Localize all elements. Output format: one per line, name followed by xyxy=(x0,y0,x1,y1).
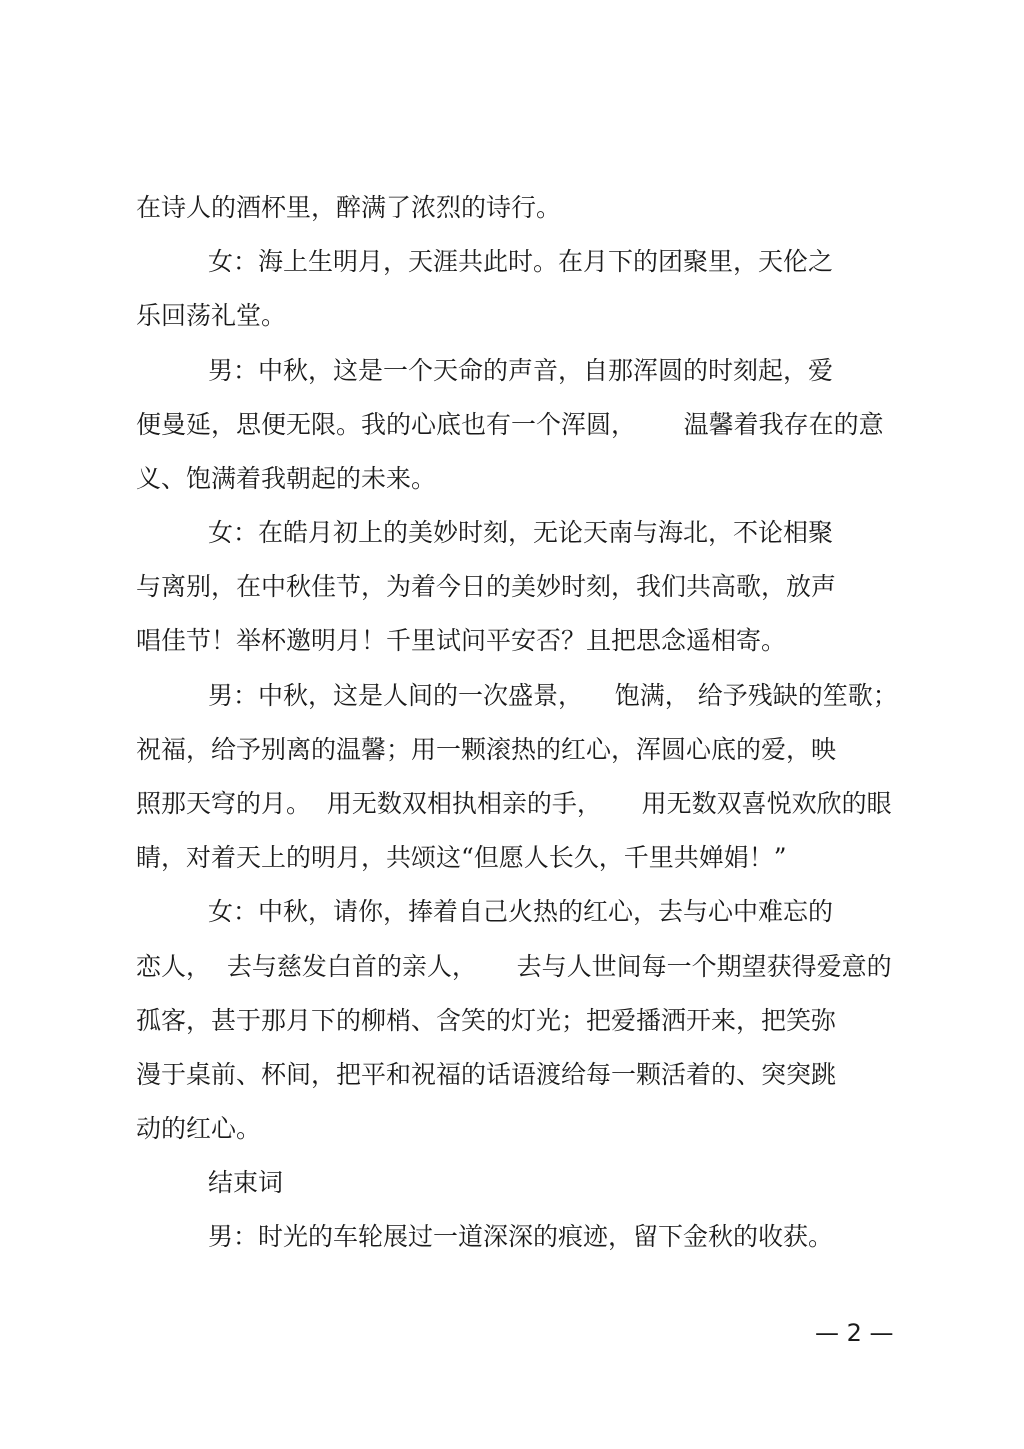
text-line: 孤客，甚于那月下的柳梢、含笑的灯光；把爱播洒开来，把笑弥 xyxy=(136,1006,837,1035)
text-line: 女：中秋，请你，捧着自己火热的红心，去与心中难忘的 xyxy=(208,897,834,926)
text-line: 乐回荡礼堂。 xyxy=(136,301,287,330)
page-number: — 2 — xyxy=(815,1319,894,1347)
text-line: 男：中秋，这是一个天命的声音，自那浑圆的时刻起，爱 xyxy=(208,356,834,385)
section-heading: 结束词 xyxy=(208,1168,284,1197)
text-line: 漫于桌前、杯间，把平和祝福的话语渡给每一颗活着的、突突跳 xyxy=(136,1060,837,1089)
text-line: 祝福，给予别离的温馨；用一颗滚热的红心，浑圆心底的爱，映 xyxy=(136,735,837,764)
text-line: 与离别，在中秋佳节，为着今日的美妙时刻，我们共高歌，放声 xyxy=(136,572,837,601)
text-line: 便曼延，思便无限。我的心底也有一个浑圆， 温馨着我存在的意 xyxy=(136,410,884,439)
text-line: 义、饱满着我朝起的未来。 xyxy=(136,464,437,493)
text-line: 动的红心。 xyxy=(136,1114,262,1143)
text-line: 男：中秋，这是人间的一次盛景， 饱满， 给予残缺的笙歌； xyxy=(208,681,898,710)
text-line: 女：在皓月初上的美妙时刻，无论天南与海北，不论相聚 xyxy=(208,518,834,547)
text-line: 在诗人的酒杯里，醉满了浓烈的诗行。 xyxy=(136,193,562,222)
text-line: 唱佳节！举杯邀明月！千里试问平安否？且把思念遥相寄。 xyxy=(136,626,787,655)
text-line: 照那天穹的月。 用无数双相执相亲的手， 用无数双喜悦欢欣的眼 xyxy=(136,789,892,818)
text-line: 男：时光的车轮展过一道深深的痕迹，留下金秋的收获。 xyxy=(208,1222,834,1251)
text-line: 女：海上生明月，天涯共此时。在月下的团聚里，天伦之 xyxy=(208,247,834,276)
text-line: 睛，对着天上的明月，共颂这“但愿人长久，千里共婵娟！” xyxy=(136,843,787,872)
text-line: 恋人， 去与慈发白首的亲人， 去与人世间每一个期望获得爱意的 xyxy=(136,952,892,981)
